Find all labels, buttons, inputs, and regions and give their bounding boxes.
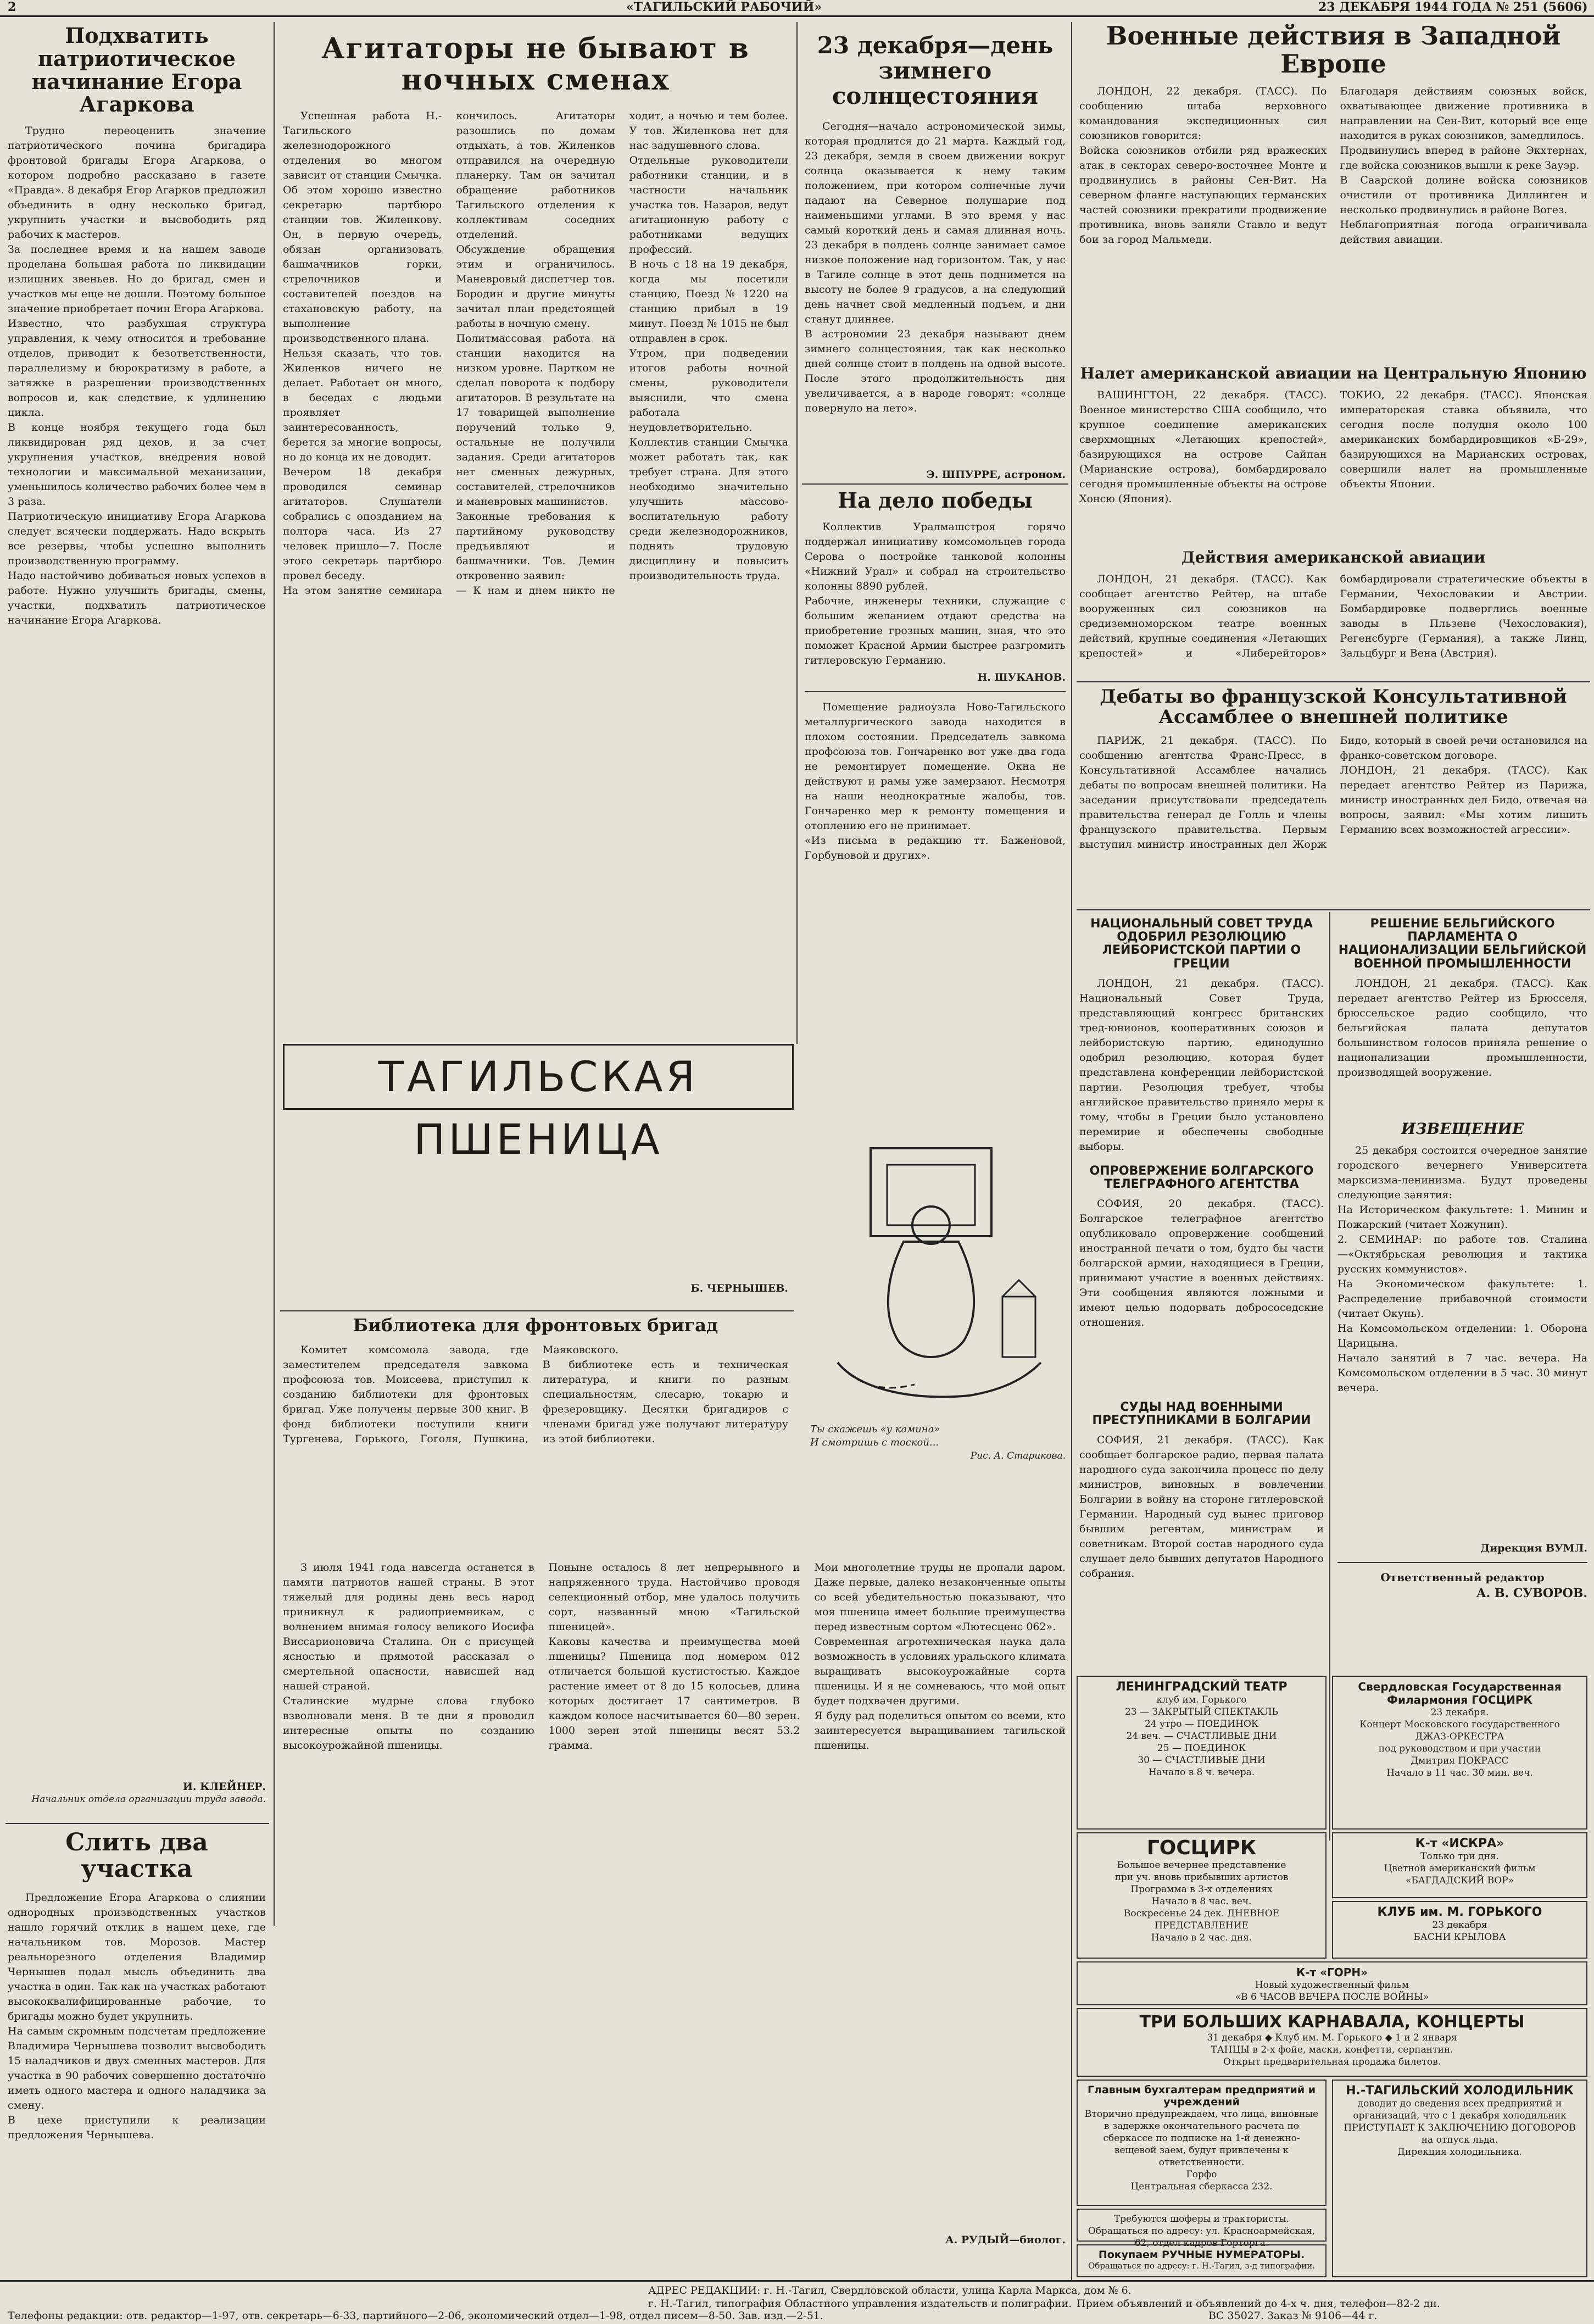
article-notice (1337, 1121, 1587, 1670)
notice-signature: Дирекция ВУМЛ. (1480, 1542, 1587, 1554)
ad-text: Обращаться по адресу: г. Н.-Тагил, з-д типографии. (1088, 2261, 1316, 2271)
article-body: ЛОНДОН, 22 декабря. (ТАСС). По сообщению штаба верховного командования экспедиционных сил союзников говорится: Войска союзников отбили ряд вражеских атак в секторах северо-восточнее Монте и продвинулись в районы Сен-Вит. На северном фланге наступающих германских частей союзники прекратили продвижение противника, вновь заняли Ставло и ведут бои за город Мальмеди. Благодаря действиям союзных войск, охватывающее движение противника в направлении на Сен-Вит, который все еще находится в руках союзников, замедлилось. Продвинулись вперед в районе Экхтернах, где войска союзников вышли к реке Зауэр. В Саарской долине войска союзников очистили от противника Диллинген и несколько продвинулись в районе Вогез. Неблагоприятная погода ограничивала действия авиации. (1079, 85, 1587, 246)
column-rule (796, 22, 798, 1044)
ad-drivers (1077, 2209, 1327, 2249)
article-title: ИЗВЕЩЕНИЕ (1401, 1120, 1524, 1138)
article-body: Коллектив Уралмашстроя горячо поддержал инициативу комсомольцев города Серова о постройке танковой колонны «Нижний Урал» и собрал на строительство колонны 8890 рублей. Рабочие, инженеры техники, служащие с большим желанием отдают средства на приобретение грозных машин, зная, что это поможет Красной Армии быстрее разгромить гитлеровскую Германию. (805, 520, 1066, 666)
article-title: Агитаторы не бывают в ночных сменах (321, 32, 750, 97)
article-body: ЛОНДОН, 21 декабря. (ТАСС). Национальный Совет Труда, представляющий конгресс британских тред-юнионов, кооперативных союзов и лейбористскую партию, единодушно одобрил резолюцию, которая будет представлена конференции лейбористской партии. Резолюция требует, чтобы английское правительство приняло меры к тому, чтобы в Греции было установлено перемирие и обеспечены свободные выборы. (1079, 977, 1328, 1153)
article-body: СОФИЯ, 21 декабря. (ТАСС). Как сообщает болгарское радио, первая палата народного суда закончила процесс по делу министров, виновных в вовлечении Болгарии в войну на стороне гитлеровской Германии. Народный суд вынес приговор бывшим регентам, министрам и советникам. Второй состав народного суда слушает дело бывших депутатов Народного собрания. (1079, 1434, 1328, 1580)
article-body: ВАШИНГТОН, 22 декабря. (ТАСС). Военное министерство США сообщило, что крупное соединение американских сверхмощных «Летающих крепостей», базирующихся на острове Сайпан (Марианские острова), бомбардировало сегодня промышленные объекты на острове Хонсю (Япония). ТОКИО, 22 декабря. (ТАСС). Японская императорская ставка объявила, что сегодня после полудня около 100 американских бомбардировщиков «Б-29», базирующихся на Марианских островах, совершили налет на промышленные объекты Японии. (1079, 388, 1587, 505)
issue-date: 23 ДЕКАБРЯ 1944 ГОДА № 251 (5606) (1318, 0, 1588, 14)
article-bulgaria-agency (1079, 1164, 1328, 1395)
ad-text: Большое вечернее представление при уч. вновь прибывших артистов Программа в 3-х отделениях Начало в 8 час. веч. Воскресенье 24 дек. ДНЕВНОЕ ПРЕДСТАВЛЕНИЕ Начало в 2 час. дня. (1114, 1860, 1289, 1943)
article-author-title: Начальник отдела организации труда завода. (31, 1794, 266, 1805)
ad-title: Главным бухгалтерам предприятий и учреждений (1087, 2084, 1316, 2108)
page-number: 2 (8, 0, 16, 14)
cartoon-drawing (805, 1132, 1066, 1417)
article-labour (1079, 917, 1328, 1159)
ad-gorn (1077, 1961, 1587, 2005)
cartoon-illustration (805, 1132, 1066, 1461)
ad-title: Н.-ТАГИЛЬСКИЙ ХОЛОДИЛЬНИК (1346, 2084, 1574, 2098)
masthead (0, 0, 1594, 17)
imprint-footer (0, 2280, 1594, 2324)
article-author: Н. ШУКАНОВ. (977, 671, 1066, 683)
article-title: Слить два участка (65, 1828, 208, 1883)
cartoon-credit: Рис. А. Старикова. (970, 1450, 1066, 1461)
article-title: Действия американской авиации (1181, 548, 1486, 566)
section-rule (280, 1310, 794, 1311)
article-title: ОПРОВЕРЖЕНИЕ БОЛГАРСКОГО ТЕЛЕГРАФНОГО АГЕНТСТВА (1089, 1164, 1314, 1192)
ad-cold-storage (1332, 2080, 1587, 2277)
article-title: НАЦИОНАЛЬНЫЙ СОВЕТ ТРУДА ОДОБРИЛ РЕЗОЛЮЦИЮ ЛЕЙБОРИСТСКОЙ ПАРТИИ О ГРЕЦИИ (1090, 917, 1313, 971)
column-rule (1071, 22, 1072, 2280)
article-body: СОФИЯ, 20 декабря. (ТАСС). Болгарское телеграфное агентство опубликовало опровержение сообщений иностранной печати о том, будто бы части болгарской армии, находящиеся в Греции, принимают участие в военных действиях. Эти сообщения являются ложными и имеют целью подорвать добрососедские отношения. (1079, 1198, 1328, 1329)
editorial-phones: Телефоны редакции: отв. редактор—1-97, отв. секретарь—6-33, партийного—2-06, экономический отдел—1-98, отдел писем—8-50. Зав. изд.—2-51. (8, 2310, 823, 2322)
letter-note: Помещение радиоузла Ново-Тагильского металлургического завода находится в плохом состоянии. Председатель завкома профсоюза тов. Гончаренко вот уже два года не ремонтирует помещение. Окна не действуют и рамы уже замерзают. Несмотря на наши неоднократные жалобы, тов. Гончаренко мер к ремонту помещения и отоплению его не принимает. «Из письма в редакцию тт. Баженовой, Горбуновой и других». (805, 700, 1066, 861)
ad-text: Только три дня. Цветной американский фильм «БАГДАДСКИЙ ВОР» (1384, 1851, 1536, 1886)
article-west (1079, 22, 1587, 363)
article-body: 25 декабря состоится очередное занятие городского вечернего Университета марксизма-ленинизма. Будут проведены следующие занятия: На Историческом факультете: 1. Минин и Пожарский (читает Хожунин). 2. СЕМИНАР: по работе тов. Сталина—«Октябрьская революция и тактика русских коммунистов». На Экономическом факультете: 1. Распределение прибавочной стоимости (читает Окунь). На Комсомольском отделении: 1. Оборона Царицына. Начало занятий в 7 час. вечера. На Комсомольском отделении в 5 час. 30 минут вечера. (1337, 1144, 1587, 1394)
article-title: СУДЫ НАД ВОЕННЫМИ ПРЕСТУПНИКАМИ В БОЛГАРИИ (1092, 1400, 1311, 1428)
printer: г. Н.-Тагил, типография Областного управления издательств и полиграфии. (648, 2298, 1072, 2310)
article-author: И. КЛЕЙНЕР. (182, 1781, 266, 1793)
article-france (1079, 687, 1587, 907)
section-rule (1077, 681, 1590, 682)
ad-text: 23 декабря. Концерт Московского государственного ДЖАЗ-ОРКЕСТРА под руководством и при участии Дмитрия ПОКРАСС Начало в 11 час. 30 мин. веч. (1359, 1707, 1560, 1778)
article-body: Сегодня—начало астрономической зимы, которая продлится до 21 марта. Каждый год, 23 декабря, земля в своем движении вокруг солнца оказывается к нему таким положением, при котором солнечные лучи падают на Северное полушарие под наименьшими углами. В это время у нас самый короткий день и самая длинная ночь. 23 декабря в полдень солнце занимает самое низкое положение над горизонтом. Так, у нас в Тагиле солнце в этот день поднимется на высоту не более 9 градусов, а на следующий день начнет свой медленный подъем, и дни станут длиннее. В астрономии 23 декабря называют днем зимнего солнцестояния, так как несколько дней солнце стоит в полдень на одной высоте. После этого продолжительность дня увеличивается, а в народе говорят: «солнце повернуло на лето». (805, 120, 1066, 414)
article-wheat (283, 1560, 1066, 2275)
ad-iskra (1332, 1832, 1587, 1898)
article-body: Успешная работа Н.-Тагильского железнодорожного отделения во многом зависит от станции Смычка. Об этом хорошо известно секретарю партбюро станции тов. Жиленкову. Он, в первую очередь, обязан организовать башмачников горки, стрелочников и составителей поездов на стахановскую работу, на выполнение производственного плана. Нельзя сказать, что тов. Жиленков ничего не делает. Работает он много, в беседах с людьми проявляет заинтересованность, берется за многие вопросы, но до конца их не доводит. Вечером 18 декабря проводился семинар агитаторов. Слушатели собрались с опозданием на полтора часа. Из 27 человек пришло—7. После этого секретарь партбюро провел беседу. На этом занятие семинара кончилось. Агитаторы разошлись по домам отдыхать, а тов. Жиленков отправился на очередную планерку. Там он зачитал обращение работников Тагильского отделения к коллективам соседних отделений. Обсуждение обращения этим и ограничилось. Маневровый диспетчер тов. Бородин и другие минуты зачитал план предстоящей работы в ночную смену. Политмассовая работа на станции находится на низком уровне. Партком не сделал поворота к подбору агитаторов. В результате на 17 товарищей выполнение поручений только 9, остальные не получили задания. Среди агитаторов нет сменных дежурных, составителей, стрелочников и маневровых машинистов. Законные требования к партийному руководству предъявляют и башмачники. Тов. Демин откровенно заявил: — К нам и днем никто не ходит, а ночью и тем более. У тов. Жиленкова нет для нас задушевного слова. Отдельные руководители работники станции, и в частности начальник участка тов. Назаров, ведут агитационную работу с работниками ведущих профессий. В ночь с 18 на 19 декабря, когда мы посетили станцию, Поезд № 1220 на станцию прибыл в 19 минут. Поезд № 1015 не был отправлен в срок. Утром, при подведении итогов работы ночной смены, руководители выяснили, что смена работала неудовлетворительно. Коллектив станции Смычка может работать так, как требует страна. Для этого необходимо значительно улучшить массово-воспитательную работу среди железнодорожников, поднять трудовую дисциплину и повысить производительность труда. (283, 110, 788, 597)
article-title: Дебаты во французской Консультативной Ассамблее о внешней политике (1100, 686, 1567, 729)
wheat-banner: ТАГИЛЬСКАЯ ПШЕНИЦА (283, 1044, 794, 1110)
ad-text: доводит до сведения всех предприятий и организаций, что с 1 декабря холодильник ПРИСТУПАЕТ К ЗАКЛЮЧЕНИЮ ДОГОВОРОВ на отпуск льда. Дирекция холодильника. (1344, 2098, 1576, 2158)
ad-title: ГОСЦИРК (1146, 1837, 1257, 1859)
ad-text: Вторично предупреждаем, что лица, виновные в задержке окончательного расчета по сберкассе по подписке на 1-й денежно-вещевой заем, будут привлечены к ответственности. Горфо Центральная сберкасса 232. (1084, 2109, 1319, 2192)
article-author: Б. ЧЕРНЫШЕВ. (690, 1282, 788, 1295)
article-title: Военные действия в Западной Европе (1106, 21, 1561, 79)
ad-title: К-т «ГОРН» (1296, 1966, 1368, 1979)
ad-philharmonic (1332, 1676, 1587, 1830)
article-body: Предложение Егора Агаркова о слиянии однородных производственных участков нашло горячий отклик в нашем цехе, где начальником тов. Морозов. Мастер реальнорезного отделения Владимир Чернышев подал мысль объединить два участка в один. Так как на участках работают высококвалифицированные рабочие, то бригады можно будет укрупнить. На самым скромным подсчетам предложение Владимира Чернышева позволит высвободить 15 наладчиков и двух сменных мастеров. Для участка в 90 рабочих совершенно достаточно иметь одного мастера и одного наладчика за смену. В цехе приступили к реализации предложения Чернышева. (8, 1891, 266, 2141)
column-rule (1329, 912, 1330, 1841)
ad-circus (1077, 1832, 1327, 1959)
article-victory (805, 489, 1066, 1093)
article-body: ЛОНДОН, 21 декабря. (ТАСС). Как сообщает агентство Рейтер, на штабе вооруженных сил союзников на средиземноморском театре военных действий, крупные соединения «Летающих крепостей» и «Либерейторов» бомбардировали стратегические объекты в Германии, Чехословакии и Австрии. Бомбардировке подверглись военные заводы в Пльзене (Чехословакия), Регенсбурге (Германия), а также Линц, Зальцбург и Вена (Австрия). (1079, 572, 1591, 659)
ad-theatre (1077, 1676, 1327, 1830)
column-rule (274, 22, 275, 1926)
ad-text: Требуются шоферы и трактористы. Обращаться по адресу: ул. Красноармейская, 62, отдел кадров Горторга. (1088, 2214, 1318, 2249)
article-merge (8, 1830, 266, 2269)
article-bulgaria-court (1079, 1400, 1328, 1632)
ad-text: Новый художественный фильм «В 6 ЧАСОВ ВЕЧЕРА ПОСЛЕ ВОЙНЫ» (1235, 1980, 1429, 2003)
ad-carnival (1077, 2008, 1587, 2077)
ad-title: Свердловская Государственная Филармония ГОСЦИРК (1358, 1680, 1562, 1706)
section-rule (802, 483, 1068, 485)
article-body: Трудно переоценить значение патриотического почина бригадира фронтовой бригады Егора Агаркова, о котором подробно рассказано в газете «Правда». 8 декабря Егор Агарков предложил объединить в одну несколько бригад, укрупнить участки и высвободить ряд рабочих к мастеров. За последнее время и на нашем заводе проделана большая работа по ликвидации излишних звеньев. Но до бригад, смен и участков мы еще не дошли. Поэтому большое значение приобретает почин Егора Агаркова. Известно, что разбухшая структура управления, к чему относится и требование отделов, приводит к безответственности, параллелизму и бюрократизму в работе, а затяжке в разрешении производственных вопросов и, как следствие, к удлинению цикла. В конце ноября текущего года был ликвидирован ряд цехов, и за счет укрупнения участков, внедрения новой технологии и максимальной механизации, уменьшилось количество рабочих более чем в 3 раза. Патриотическую инициативу Егора Агаркова следует всячески поддержать. Надо вскрыть все резервы, чтобы успешно выполнить производственную программу. Надо настойчиво добиваться новых успехов в работе. Нужно улучшить бригады, смены, участки, подхватить патриотическое начинание Егора Агаркова. (8, 125, 266, 627)
article-title: Подхватить патриотическое начинание Егора Агаркова (31, 23, 242, 117)
section-rule (805, 691, 1066, 692)
article-body: 3 июля 1941 года навсегда останется в памяти патриотов нашей страны. В этот тяжелый для родины день весь народ приникнул к радиоприемникам, с волнением внимая голосу великого Иосифа Виссарионовича Сталина. Он с присущей ясностью и прямотой рассказал о смертельной опасности, нависшей над нашей страной. Сталинские мудрые слова глубоко взволновали меня. В те дни я проводил интересные опыты по созданию высокоурожайной пшеницы. Поныне осталось 8 лет непрерывного и напряженного труда. Настойчиво проводя селекционный отбор, мне удалось получить сорт, названный мною «Тагильской пшеницей». Каковы качества и преимущества моей пшеницы? Пшеница под номером 012 отличается большой кустистостью. Каждое растение имеет от 8 до 15 колосьев, длина которых достигает 17 сантиметров. В каждом колосе насчитывается 60—80 зерен. 1000 зерен этой пшеницы весят 53.2 грамма. Мои многолетние труды не пропали даром. Даже первые, далеко незаконченные опыты со всей убедительностью показывают, что моя пшеница имеет большие преимущества перед известным сортом «Лютесценс 062». Современная агротехническая наука дала возможность в условиях уральского климата выращивать высокоурожайные сорта пшеницы. И я не сомневаюсь, что мой опыт будет подхвачен другими. Я буду рад поделиться опытом со всеми, кто заинтересуется выращиванием тагильской пшеницы. (283, 1561, 1066, 1752)
ad-text: 31 декабря ◆ Клуб им. М. Горького ◆ 1 и 2 января ТАНЦЫ в 2-х фойе, маски, конфетти, серпантин. Открыт предварительная продажа билетов. (1207, 2032, 1457, 2067)
article-body: Комитет комсомола завода, где заместителем председателя завкома профсоюза тов. Моисеева, приступил к созданию библиотеки для фронтовых бригад. Уже получены первые 300 книг. В фонд библиотеки поступили книги Тургенева, Горького, Гоголя, Пушкина, Маяковского. В библиотеке есть и техническая литература, и книги по разным специальностям, слесарю, токарю и фрезеровщику. Десятки бригадиров с членами бригад уже получают литературу из этой библиотеки. (283, 1344, 788, 1445)
ad-title: КЛУБ им. М. ГОРЬКОГО (1377, 1905, 1542, 1919)
ad-accountants (1077, 2080, 1327, 2206)
article-library (283, 1316, 788, 1547)
article-belgium (1337, 917, 1591, 1115)
section-rule (1077, 909, 1590, 910)
article-body: ПАРИЖ, 21 декабря. (ТАСС). По сообщению агентства Франс-Пресс, в Консультативной Ассамблее начались дебаты по вопросам внешней политики. На заседании присутствовали председатель правительства генерал де Голль и члены французского правительства. Первым выступил министр иностранных дел Жорж Бидо, который в своей речи остановился на франко-советском договоре. ЛОНДОН, 21 декабря. (ТАСС). Как передает агентство Рейтер из Парижа, министр иностранных дел Бидо, отвечая на вопросы, заявил: «Мы хотим лишить Германию всех возможностей агрессии». (1079, 734, 1587, 850)
ad-title: Покупаем РУЧНЫЕ НУМЕРАТОРЫ. (1098, 2249, 1305, 2261)
editor-label: Ответственный редактор (1380, 1570, 1545, 1584)
order-number: ВС 35027. Заказ № 9106—44 г. (1208, 2310, 1378, 2322)
section-rule (1337, 1562, 1587, 1563)
article-author: Э. ШПУРРЕ, астроном. (926, 468, 1066, 481)
ad-title: К-т «ИСКРА» (1415, 1837, 1504, 1850)
article-title: Библиотека для фронтовых бригад (353, 1315, 718, 1336)
article-japan (1079, 365, 1587, 547)
article-title: Налет американской авиации на Центральную Японию (1080, 364, 1587, 382)
ad-text: 23 декабря БАСНИ КРЫЛОВА (1413, 1920, 1506, 1943)
editor-name: А. В. СУВОРОВ. (1476, 1586, 1587, 1600)
article-title: На дело победы (838, 488, 1033, 513)
ad-title: ТРИ БОЛЬШИХ КАРНАВАЛА, КОНЦЕРТЫ (1139, 2012, 1525, 2032)
paper-name: «ТАГИЛЬСКИЙ РАБОЧИЙ» (626, 0, 822, 14)
editorial-address: АДРЕС РЕДАКЦИИ: г. Н.-Тагил, Свердловской области, улица Карла Маркса, дом № 6. (648, 2284, 1132, 2297)
ad-hours: Прием объявлений и объявлений до 4-х ч. дня, телефон—82-2 дн. (1077, 2298, 1440, 2310)
section-rule (5, 1823, 269, 1824)
ad-numbers (1077, 2244, 1327, 2277)
article-title: 23 декабря—день зимнего солнцестояния (817, 32, 1054, 110)
ad-club (1332, 1901, 1587, 1959)
cartoon-caption: Ты скажешь «у камина» И смотришь с тоской... (810, 1424, 940, 1448)
article-body: ЛОНДОН, 21 декабря. (ТАСС). Как передает агентство Рейтер из Брюсселя, брюссельское радио сообщило, что бельгийская палата депутатов большинством голосов приняла решение о национализации промышленности, производящей вооружение. (1337, 977, 1591, 1078)
ad-text: клуб им. Горького 23 — ЗАКРЫТЫЙ СПЕКТАКЛЬ 24 утро — ПОЕДИНОК 24 веч. — СЧАСТЛИВЫЕ ДНИ 25 — ПОЕДИНОК 30 — СЧАСТЛИВЫЕ ДНИ Начало в 8 ч. вечера. (1125, 1694, 1278, 1778)
ad-title: ЛЕНИНГРАДСКИЙ ТЕАТР (1116, 1680, 1288, 1694)
article-solstice (805, 32, 1066, 481)
article-title: РЕШЕНИЕ БЕЛЬГИЙСКОГО ПАРЛАМЕНТА О НАЦИОНАЛИЗАЦИИ БЕЛЬГИЙСКОЙ ВОЕННОЙ ПРОМЫШЛЕННОСТИ (1338, 917, 1587, 971)
article-agarkov (8, 24, 266, 1815)
article-author: А. РУДЫЙ—биолог. (945, 2234, 1066, 2246)
article-aviation (1079, 548, 1591, 681)
